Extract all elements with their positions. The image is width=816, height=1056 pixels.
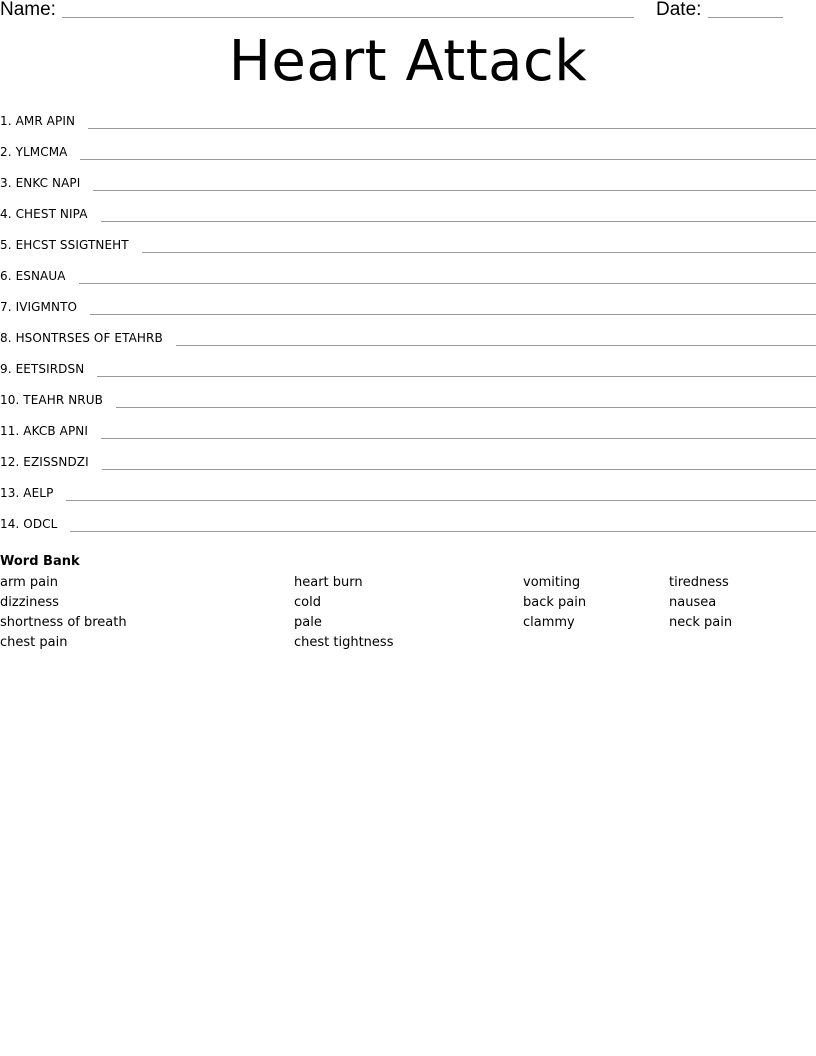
scrambled-word: 9. EETSIRDSN bbox=[0, 362, 85, 376]
question-row bbox=[0, 143, 816, 174]
word-bank-item: arm pain bbox=[0, 575, 58, 590]
question-row bbox=[0, 453, 816, 484]
answer-line[interactable] bbox=[90, 314, 816, 315]
word-bank-item: heart burn bbox=[294, 575, 363, 590]
word-bank bbox=[0, 553, 816, 650]
answer-line[interactable] bbox=[88, 128, 816, 129]
scrambled-word: 1. AMR APIN bbox=[0, 114, 76, 128]
question-row bbox=[0, 112, 816, 143]
question-row bbox=[0, 174, 816, 205]
answer-line[interactable] bbox=[66, 500, 816, 501]
answer-line[interactable] bbox=[97, 376, 816, 377]
word-bank-column bbox=[294, 573, 393, 653]
word-bank-column bbox=[523, 573, 586, 633]
answer-line[interactable] bbox=[101, 438, 816, 439]
question-row bbox=[0, 205, 816, 236]
question-row bbox=[0, 298, 816, 329]
name-label: Name: bbox=[0, 0, 56, 20]
scrambled-word: 3. ENKC NAPI bbox=[0, 176, 81, 190]
date-field[interactable] bbox=[708, 17, 783, 18]
question-row bbox=[0, 515, 816, 546]
word-bank-column bbox=[0, 573, 127, 653]
word-bank-item: vomiting bbox=[523, 575, 581, 590]
answer-line[interactable] bbox=[80, 159, 816, 160]
answer-line[interactable] bbox=[79, 283, 816, 284]
scrambled-word: 6. ESNAUA bbox=[0, 269, 66, 283]
word-bank-item: chest pain bbox=[0, 635, 68, 650]
scrambled-word: 7. IVIGMNTO bbox=[0, 300, 78, 314]
answer-line[interactable] bbox=[101, 221, 816, 222]
answer-line[interactable] bbox=[176, 345, 816, 346]
worksheet-header bbox=[0, 0, 816, 24]
scrambled-word: 12. EZISSNDZI bbox=[0, 455, 89, 469]
scrambled-word: 4. CHEST NIPA bbox=[0, 207, 88, 221]
word-bank-item: chest tightness bbox=[294, 635, 394, 650]
word-bank-item: clammy bbox=[523, 615, 575, 630]
word-bank-item: back pain bbox=[523, 595, 587, 610]
question-row bbox=[0, 391, 816, 422]
question-list bbox=[0, 112, 816, 546]
question-row bbox=[0, 422, 816, 453]
word-bank-item: neck pain bbox=[669, 615, 733, 630]
answer-line[interactable] bbox=[93, 190, 816, 191]
scrambled-word: 8. HSONTRSES OF ETAHRB bbox=[0, 331, 163, 345]
word-bank-item: pale bbox=[294, 615, 322, 630]
question-row bbox=[0, 360, 816, 391]
scrambled-word: 14. ODCL bbox=[0, 517, 58, 531]
answer-line[interactable] bbox=[142, 252, 816, 253]
scrambled-word: 5. EHCST SSIGTNEHT bbox=[0, 238, 129, 252]
scrambled-word: 10. TEAHR NRUB bbox=[0, 393, 103, 407]
question-row bbox=[0, 236, 816, 267]
question-row bbox=[0, 267, 816, 298]
scrambled-word: 11. AKCB APNI bbox=[0, 424, 89, 438]
question-row bbox=[0, 329, 816, 360]
word-bank-item: tiredness bbox=[669, 575, 729, 590]
answer-line[interactable] bbox=[102, 469, 816, 470]
word-bank-item: nausea bbox=[669, 595, 717, 610]
page-title: Heart Attack bbox=[228, 29, 588, 94]
answer-line[interactable] bbox=[70, 531, 816, 532]
scrambled-word: 2. YLMCMA bbox=[0, 145, 68, 159]
word-bank-item: shortness of breath bbox=[0, 615, 127, 630]
word-bank-item: cold bbox=[294, 595, 321, 610]
question-row bbox=[0, 484, 816, 515]
name-field[interactable] bbox=[62, 17, 634, 18]
word-bank-column bbox=[669, 573, 732, 633]
answer-line[interactable] bbox=[116, 407, 816, 408]
word-bank-item: dizziness bbox=[0, 595, 59, 610]
scrambled-word: 13. AELP bbox=[0, 486, 54, 500]
date-label: Date: bbox=[656, 0, 702, 20]
word-bank-title: Word Bank bbox=[0, 554, 80, 569]
